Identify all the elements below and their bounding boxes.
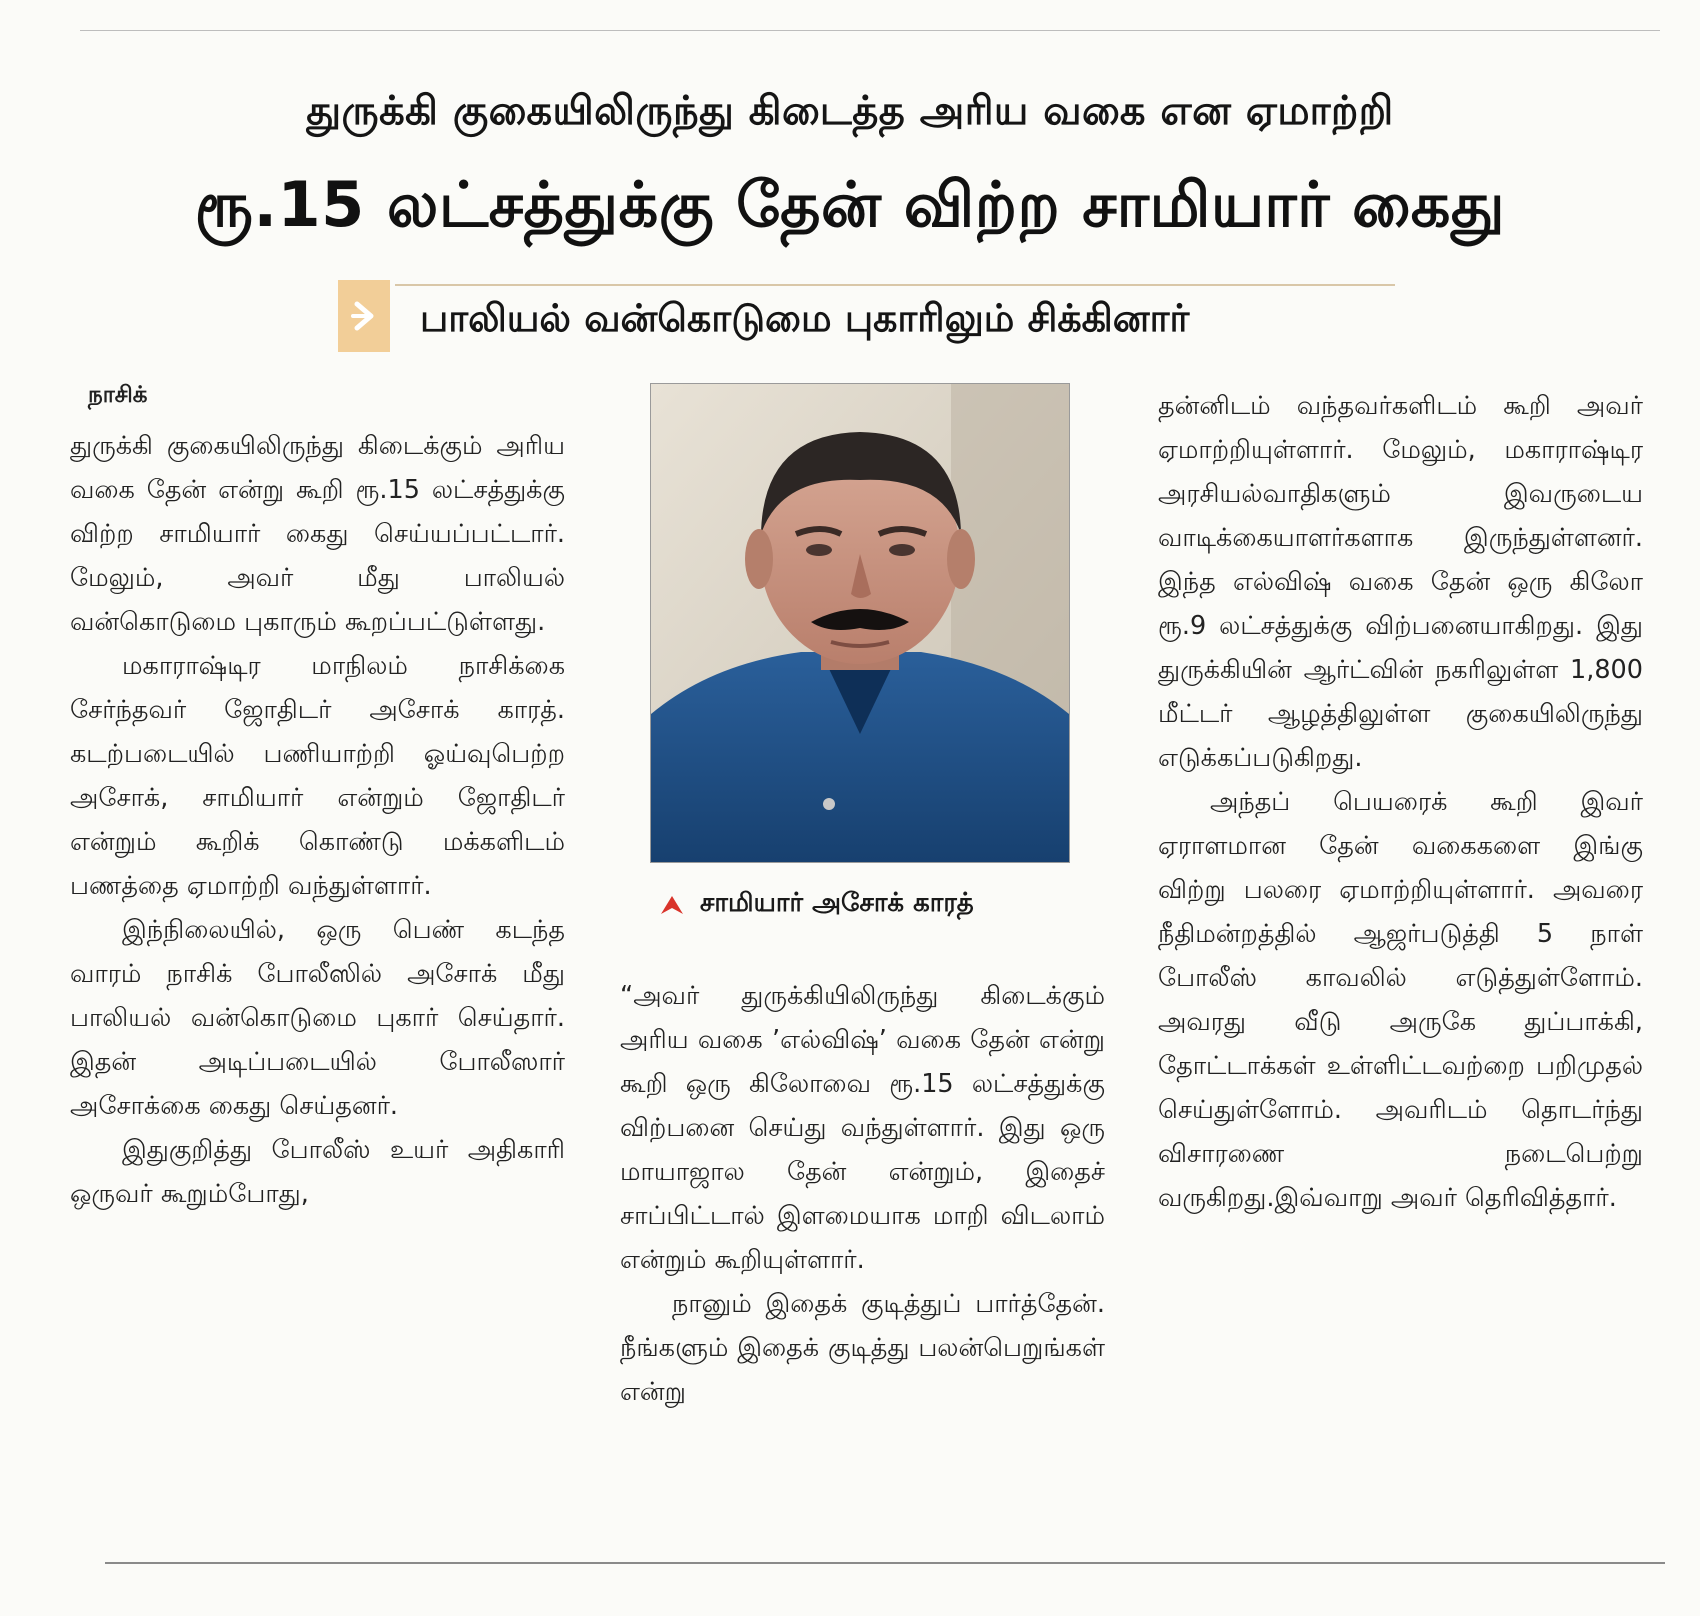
column-2-paragraph: நானும் இதைக் குடித்துப் பார்த்தேன். நீங்களும் இதைக் குடித்து பலன்பெறுங்கள் என்று (620, 1289, 1105, 1407)
article-kicker: துருக்கி குகையிலிருந்து கிடைத்த அரிய வகை என ஏமாற்றி (306, 88, 1394, 134)
dateline: நாசிக் (88, 382, 148, 408)
portrait-photo (650, 383, 1070, 863)
deck-rule (395, 284, 1395, 286)
column-3-paragraph: அந்தப் பெயரைக் கூறி இவர் ஏராளமான தேன் வகைகளை இங்கு விற்று பலரை ஏமாற்றியுள்ளார். அவரை நீதிமன்றத்தில் ஆஜர்படுத்தி 5 நாள் போலீஸ் காவலில் எடுத்துள்ளோம். அவரது வீடு அருகே துப்பாக்கி, தோட்டாக்கள் உள்ளிட்டவற்றை பறிமுதல் செய்துள்ளோம். அவரிடம் தொடர்ந்து விசாரணை நடைபெற்று வருகிறது.இவ்வாறு அவர் தெரிவித்தார். (1158, 787, 1643, 1213)
top-rule (80, 30, 1660, 31)
column-2-paragraph: “அவர் துருக்கியிலிருந்து கிடைக்கும் அரிய வகை ’எல்விஷ்’ வகை தேன் என்று கூறி ஒரு கிலோவை ரூ.15 லட்சத்துக்கு விற்பனை செய்து வந்துள்ளார். இது ஒரு மாயாஜால தேன் என்றும், இதைச் சாப்பிட்டால் இளமையாக மாறி விடலாம் என்றும் கூறியுள்ளார். (620, 981, 1105, 1275)
column-2 (620, 974, 1105, 1414)
bottom-rule (105, 1562, 1665, 1564)
photo-caption-text: சாமியார் அசோக் காரத் (700, 888, 974, 918)
column-3-paragraph: தன்னிடம் வந்தவர்களிடம் கூறி அவர் ஏமாற்றியுள்ளார். மேலும், மகாராஷ்டிர அரசியல்வாதிகளும் இவருடைய வாடிக்கையாளர்களாக இருந்துள்ளனர். இந்த எல்விஷ் வகை தேன் ஒரு கிலோ ரூ.9 லட்சத்துக்கு விற்பனையாகிறது. இது துருக்கியின் ஆர்ட்வின் நகரிலுள்ள 1,800 மீட்டர் ஆழத்திலுள்ள குகையிலிருந்து எடுக்கப்படுகிறது. (1158, 391, 1643, 773)
article-headline: ரூ.15 லட்சத்துக்கு தேன் விற்ற சாமியார் கைது (194, 168, 1506, 241)
column-1 (70, 424, 565, 1216)
column-1-paragraph: இந்நிலையில், ஒரு பெண் கடந்த வாரம் நாசிக் போலீஸில் அசோக் மீது பாலியல் வன்கொடுமை புகார் செய்தார். இதன் அடிப்படையில் போலீஸார் அசோக்கை கைது செய்தனர். (70, 915, 565, 1121)
column-1-paragraph: மகாராஷ்டிர மாநிலம் நாசிக்கை சேர்ந்தவர் ஜோதிடர் அசோக் காரத். கடற்படையில் பணியாற்றி ஓய்வுபெற்ற அசோக், சாமியார் என்றும் ஜோதிடர் என்றும் கூறிக் கொண்டு மக்களிடம் பணத்தை ஏமாற்றி வந்துள்ளார். (70, 651, 565, 901)
column-1-paragraph: துருக்கி குகையிலிருந்து கிடைக்கும் அரிய வகை தேன் என்று கூறி ரூ.15 லட்சத்துக்கு விற்ற சாமியார் கைது செய்யப்பட்டார். மேலும், அவர் மீது பாலியல் வன்கொடுமை புகாரும் கூறப்பட்டுள்ளது. (70, 431, 565, 637)
photo-caption (660, 888, 1080, 921)
arrow-right-icon (338, 280, 390, 352)
article-deck: பாலியல் வன்கொடுமை புகாரிலும் சிக்கினார் (420, 296, 1190, 340)
column-3 (1158, 384, 1643, 1220)
triangle-up-icon (660, 895, 684, 915)
column-1-paragraph: இதுகுறித்து போலீஸ் உயர் அதிகாரி ஒருவர் கூறும்போது, (70, 1135, 565, 1209)
